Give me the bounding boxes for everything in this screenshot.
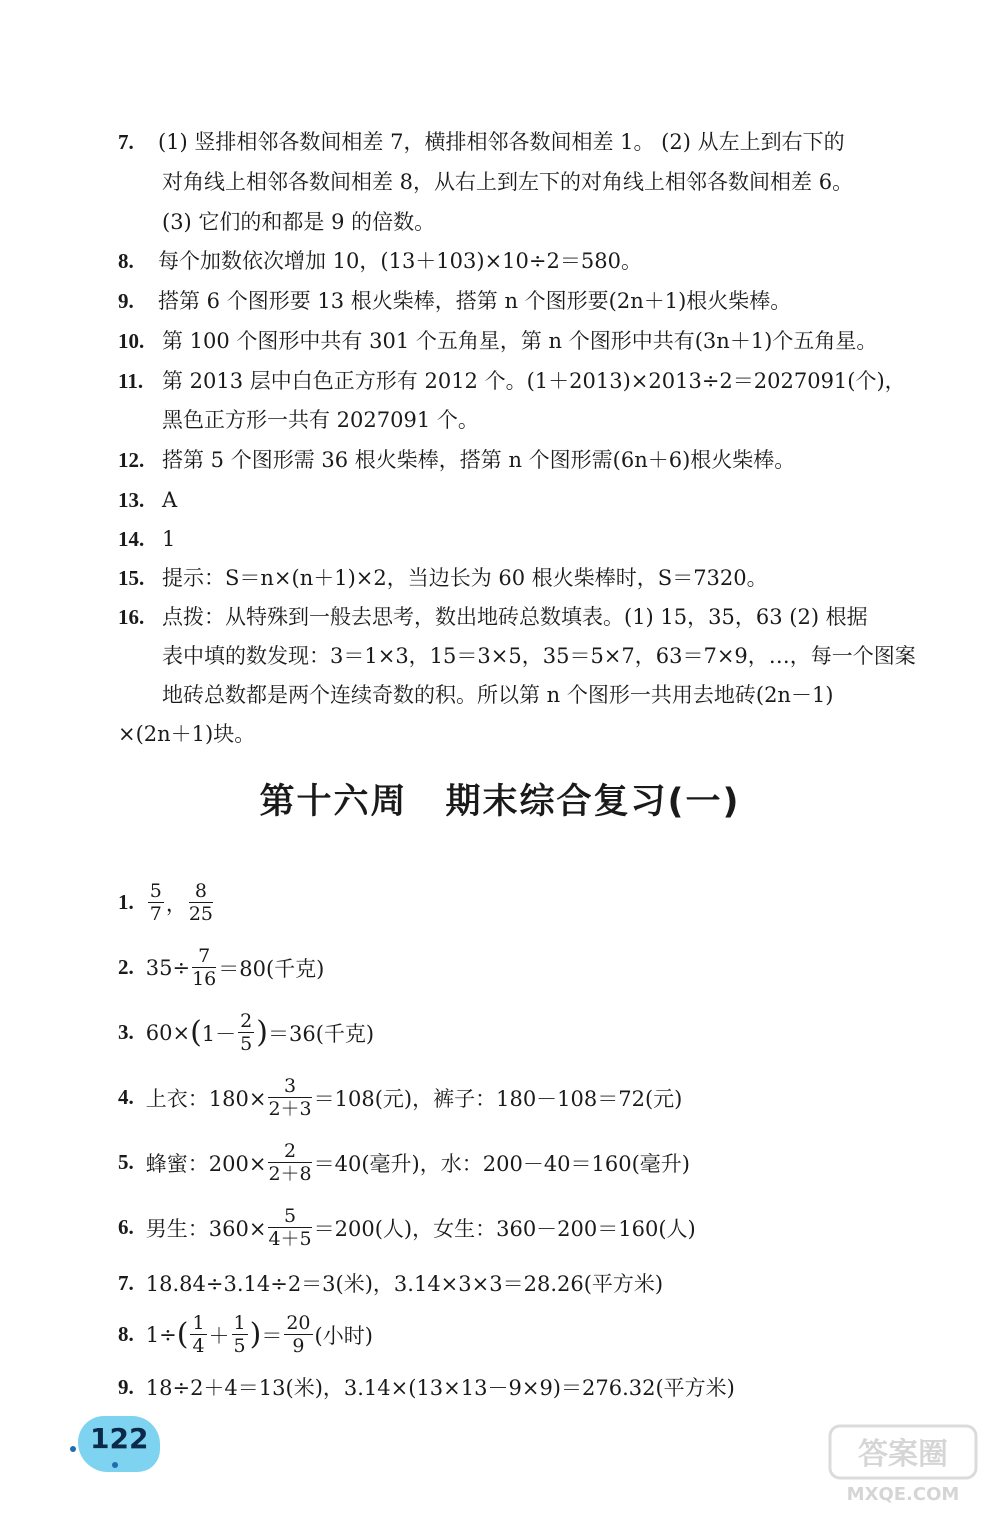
answer-16-line-4: ×(2n＋1)块。 (118, 722, 256, 746)
watermark-text: 答案圈 (858, 1437, 948, 1472)
fraction: $\frac{5}{4+5}$ (268, 1205, 312, 1250)
answer-7-line-3: (3) 它们的和都是 9 的倍数。 (162, 210, 436, 234)
section-heading (0, 774, 1000, 824)
answer-11-line-1: 11. 第 2013 层中白色正方形有 2012 个。(1＋2013)×2013÷2＝2027091(个)， (118, 369, 906, 393)
fraction: $\frac{1}{4}$ (192, 1312, 205, 1357)
answer-11-line-2: 黑色正方形一共有 2027091 个。 (162, 408, 479, 432)
watermark-url: MXQE.COM (846, 1484, 960, 1505)
answer-9: 9. 搭第 6 个图形要 13 根火柴棒，搭第 n 个图形要(2n＋1)根火柴棒。 (118, 289, 792, 313)
answer-13: 13. A (118, 488, 178, 512)
review-4: 4. 上衣：180× $\frac{3}{2+3}$ ＝108(元)，裤子：180－108＝72(元) (118, 1075, 683, 1120)
answer-12: 12. 搭第 5 个图形需 36 根火柴棒，搭第 n 个图形需(6n＋6)根火柴棒。 (118, 448, 796, 472)
fraction: $\frac{2}{2+8}$ (268, 1140, 312, 1185)
review-2: 2. 35÷ $\frac{7}{16}$ ＝80(千克) (118, 945, 325, 990)
answer-16-line-1: 16. 点拨：从特殊到一般去思考，数出地砖总数填表。(1) 15，35，63 (2) 根据 (118, 605, 868, 629)
answer-16-line-2: 表中填的数发现：3＝1×3，15＝3×5，35＝5×7，63＝7×9，…，每一个图案 (162, 644, 916, 668)
fraction: $\frac{2}{5}$ (240, 1010, 253, 1055)
answer-8: 8. 每个加数依次增加 10，(13＋103)×10÷2＝580。 (118, 249, 642, 273)
fraction: $\frac{1}{5}$ (233, 1312, 246, 1357)
watermark-logo (828, 1424, 978, 1506)
answer-14: 14. 1 (118, 527, 176, 551)
answer-16-line-3: 地砖总数都是两个连续奇数的积。所以第 n 个图形一共用去地砖(2n－1) (162, 683, 834, 707)
heading-week: 第十六周 (259, 782, 408, 822)
fraction: $\frac{8}{25}$ (188, 880, 214, 925)
review-8: 8. 1÷ ( $\frac{1}{4}$ ＋ $\frac{1}{5}$ ) ＝ $\frac{20}{9}$ (小时) (118, 1312, 373, 1357)
fraction: $\frac{5}{7}$ (149, 880, 162, 925)
heading-title: 期末综合复习(一) (445, 782, 741, 822)
review-6: 6. 男生：360× $\frac{5}{4+5}$ ＝200(人)，女生：360－200＝160(人) (118, 1205, 696, 1250)
review-1: 1. $\frac{5}{7}$ ， $\frac{8}{25}$ (118, 880, 214, 925)
answer-15: 15. 提示：S＝n×(n＋1)×2，当边长为 60 根火柴棒时，S＝7320。 (118, 566, 768, 590)
answer-7-line-1: 7. (1) 竖排相邻各数间相差 7，横排相邻各数间相差 1。 (2) 从左上到右下的 (118, 130, 845, 154)
badge-bubble-icon (112, 1462, 118, 1468)
review-5: 5. 蜂蜜：200× $\frac{2}{2+8}$ ＝40(毫升)，水：200－40＝160(毫升) (118, 1140, 691, 1185)
review-9: 9. 18÷2＋4＝13(米)，3.14×(13×13－9×9)＝276.32(平方米) (118, 1374, 735, 1400)
fraction: $\frac{7}{16}$ (192, 945, 217, 990)
answer-7-line-2: 对角线上相邻各数间相差 8，从右上到左下的对角线上相邻各数间相差 6。 (162, 170, 854, 194)
page-number: 122 (90, 1422, 149, 1455)
review-7: 7. 18.84÷3.14÷2＝3(米)，3.14×3×3＝28.26(平方米) (118, 1270, 664, 1296)
badge-bubble-icon (70, 1446, 76, 1452)
fraction: $\frac{20}{9}$ (286, 1312, 311, 1357)
answer-10: 10. 第 100 个图形中共有 301 个五角星，第 n 个图形中共有(3n＋1)个五角星。 (118, 329, 878, 353)
fraction: $\frac{3}{2+3}$ (268, 1075, 312, 1120)
review-3: 3. 60× ( 1－ $\frac{2}{5}$ ) ＝36(千克) (118, 1010, 375, 1055)
